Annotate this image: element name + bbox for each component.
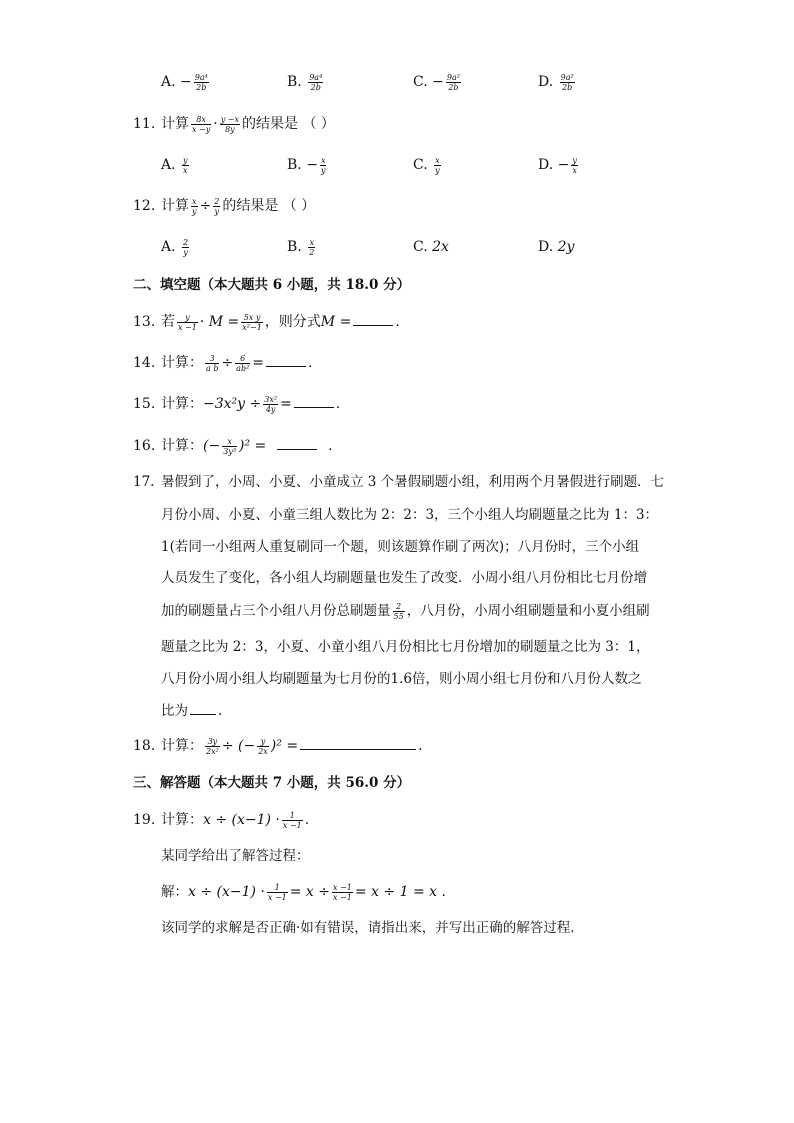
denominator: 8y <box>225 124 235 134</box>
option-value: 2x <box>432 239 449 255</box>
q12-option-d <box>538 236 574 258</box>
question-text <box>161 113 335 135</box>
fraction-1 <box>205 737 220 756</box>
equals-sign: = <box>280 396 292 412</box>
numerator: 3 <box>205 354 219 364</box>
option-sign: − <box>306 157 318 173</box>
option-fraction <box>308 73 323 92</box>
numerator: 9a² <box>446 72 460 82</box>
denominator: x −1 <box>333 892 352 902</box>
stem-prefix: 计算 <box>161 116 189 132</box>
option-fraction <box>571 156 578 175</box>
math-expression: (− <box>203 438 221 454</box>
numerator: 2 <box>393 602 405 612</box>
q17-line-7: 八月份小周小组人均刷题量为七月份的1.6倍，则小周小组七月份和八月份人数之 <box>161 671 642 687</box>
question-text <box>161 735 423 757</box>
fraction-2-55 <box>393 602 405 621</box>
fraction-1 <box>267 883 288 902</box>
q17-line-8 <box>161 700 222 722</box>
q10-options-row <box>0 71 794 93</box>
fraction-2 <box>235 354 250 373</box>
end-mark: . <box>304 812 310 828</box>
denominator: ab² <box>236 363 250 373</box>
question-number: 18. <box>133 738 156 754</box>
option-sign: − <box>432 74 444 90</box>
q13 <box>0 311 794 333</box>
option-label: C. <box>413 157 428 173</box>
denominator: y <box>183 247 188 257</box>
q10-option-c <box>413 71 463 93</box>
fraction-1 <box>222 437 237 456</box>
denominator: x −1 <box>178 322 197 332</box>
option-sign: − <box>180 74 192 90</box>
answer-blank <box>294 397 334 408</box>
stem-prefix: 计算： <box>161 738 203 754</box>
numerator: 1 <box>267 883 288 893</box>
math-expression: x ÷ (x−1) · <box>188 884 265 900</box>
denominator: 2x <box>258 746 268 756</box>
option-fraction <box>434 156 441 175</box>
answer-blank <box>190 704 216 715</box>
option-label: D. <box>538 157 554 173</box>
option-label: B. <box>287 239 302 255</box>
option-fraction <box>308 238 315 257</box>
math-expression: · M = <box>199 314 240 330</box>
denominator: x²−1 <box>242 322 262 332</box>
q14 <box>0 352 794 374</box>
q12-stem <box>0 195 794 217</box>
answer-blank <box>277 439 317 450</box>
option-label: A. <box>161 239 176 255</box>
paragraph-text: 比为 <box>161 703 188 719</box>
numerator: 3x² <box>264 394 278 404</box>
numerator: 9a⁴ <box>309 72 323 82</box>
denominator: y <box>320 165 326 175</box>
denominator: a b <box>206 363 219 373</box>
stem-prefix: 计算 <box>161 198 189 214</box>
fraction-2 <box>332 883 353 902</box>
math-expression: )² = <box>239 438 267 454</box>
denominator: 4y <box>265 404 276 414</box>
denominator: y <box>214 206 220 216</box>
q11-option-a <box>161 154 191 176</box>
fraction-1 <box>263 395 278 414</box>
numerator: 1 <box>282 811 303 821</box>
fraction-2 <box>213 197 220 216</box>
question-number: 15. <box>133 396 156 412</box>
fraction-1 <box>177 313 198 332</box>
math-expression: = x ÷ 1 = x . <box>354 884 446 900</box>
q11-option-b <box>287 154 328 176</box>
fraction-1 <box>191 197 198 216</box>
paragraph-text: 加的刷题量占三个小组八月份总刷题量 <box>161 603 391 619</box>
q10-option-b <box>287 71 325 93</box>
option-fraction <box>182 238 189 257</box>
option-label: A. <box>161 157 176 173</box>
numerator: 6 <box>235 354 250 364</box>
question-text <box>161 435 333 457</box>
operator: ÷ <box>221 355 234 371</box>
denominator: x <box>572 165 577 175</box>
denominator: 2b <box>196 82 207 92</box>
section-heading-fill-in: 二、填空题（本大题共 6 小题，共 18.0 分） <box>133 277 411 293</box>
numerator: x −1 <box>333 882 352 892</box>
q17-line-6: 题量之比为 2：3，小夏、小童小组八月份相比七月份增加的刷题量之比为 3：1， <box>161 639 650 655</box>
numerator: 3y <box>205 737 220 747</box>
q19-stem <box>0 809 794 831</box>
operator: · <box>213 116 218 132</box>
stem-suffix: 的结果是 （ ） <box>242 116 335 132</box>
operator: ÷ <box>199 198 212 214</box>
fraction-1 <box>205 354 219 373</box>
math-expression: ÷ (− <box>221 738 256 754</box>
numerator: 9a⁴ <box>194 72 208 82</box>
stem-prefix: 计算： <box>161 438 203 454</box>
denominator: 2x² <box>206 746 219 756</box>
stem-prefix: 若 <box>161 314 175 330</box>
numerator: 8x <box>191 115 211 125</box>
stem-prefix: 计算： <box>161 355 203 371</box>
q18 <box>0 735 794 757</box>
option-fraction <box>446 73 461 92</box>
question-text <box>161 393 340 415</box>
option-value: 2y <box>557 239 575 255</box>
question-text <box>161 352 312 374</box>
math-expression: )² = <box>270 738 299 754</box>
numerator: y <box>177 313 198 323</box>
option-label: D. <box>538 74 554 90</box>
denominator: 2 <box>309 247 315 257</box>
end-mark: . <box>328 438 333 454</box>
section-heading-solve: 三、解答题（本大题共 7 小题，共 56.0 分） <box>133 775 411 791</box>
denominator: x −1 <box>282 820 302 830</box>
denominator: 55 <box>393 612 404 621</box>
q12-options-row <box>0 236 794 258</box>
equals-sign: = <box>252 355 265 371</box>
question-number: 17. <box>133 474 155 490</box>
question-number: 13. <box>133 314 156 330</box>
q12-option-b <box>287 236 317 258</box>
stem-prefix: 计算： <box>161 396 203 412</box>
denominator: x <box>183 165 188 175</box>
option-fraction <box>320 156 327 175</box>
numerator: 5x y <box>241 313 263 323</box>
q11-option-d <box>538 154 580 176</box>
numerator: x <box>192 196 197 206</box>
question-number: 16. <box>133 438 156 454</box>
numerator: 9a² <box>560 72 574 82</box>
fraction-2 <box>241 313 263 332</box>
q11-option-c <box>413 154 443 176</box>
denominator: 2b <box>448 82 459 92</box>
end-mark: . <box>395 314 400 330</box>
option-label: A. <box>161 74 176 90</box>
answer-blank <box>353 315 393 326</box>
denominator: 2b <box>562 82 573 92</box>
option-fraction <box>182 156 189 175</box>
fraction-1 <box>191 115 211 134</box>
numerator: 2 <box>183 237 189 247</box>
math-expression: x ÷ (x−1) · <box>203 812 280 828</box>
question-text <box>161 311 400 333</box>
q17-line-2: 月份小周、小夏、小童三组人数比为 2：2：3，三个小组人均刷题量之比为 1：3： <box>161 507 659 523</box>
q15 <box>0 393 794 415</box>
option-label: D. <box>538 239 554 255</box>
numerator: y −x <box>220 114 240 124</box>
numerator: x <box>320 155 326 165</box>
q17-line-1 <box>0 471 794 493</box>
math-expression: = x ÷ <box>289 884 331 900</box>
paragraph-text: ，八月份，小周小组刷题量和小夏小组刷 <box>406 603 650 619</box>
question-text <box>161 809 309 831</box>
numerator: 2 <box>214 196 220 206</box>
numerator: y <box>183 155 188 165</box>
q10-option-d <box>538 71 577 93</box>
denominator: x −1 <box>267 892 287 902</box>
q17-line-3: 1(若同一小组两人重复刷同一个题，则该题算作刷了两次)；八月份时，三个小组 <box>161 539 640 555</box>
option-sign: − <box>557 157 570 173</box>
numerator: x <box>309 237 314 247</box>
option-label: B. <box>287 157 302 173</box>
option-fraction <box>560 73 575 92</box>
q10-option-a <box>161 71 211 93</box>
q17-line-4: 人员发生了变化，各小组人均刷题量也发生了改变．小周小组八月份相比七月份增 <box>161 570 647 586</box>
option-label: C. <box>413 74 428 90</box>
stem-prefix: 计算： <box>161 812 203 828</box>
end-mark: . <box>335 396 341 412</box>
q12-option-c <box>413 236 449 258</box>
option-label: B. <box>287 74 302 90</box>
denominator: y <box>435 165 440 175</box>
denominator: 3y³ <box>223 446 237 456</box>
fraction-2 <box>220 115 240 134</box>
denominator: y <box>192 206 197 216</box>
q17-line-5 <box>161 600 650 622</box>
question-number: 19. <box>133 812 156 828</box>
q19-solution <box>161 881 446 903</box>
answer-blank <box>266 356 306 367</box>
stem-suffix: ，则分式 <box>264 314 321 330</box>
question-number: 11. <box>133 116 156 132</box>
numerator: x <box>435 155 440 165</box>
q19-question: 该同学的求解是否正确·如有错误，请指出来，并写出正确的解答过程． <box>161 920 584 936</box>
fraction-2 <box>257 737 269 756</box>
end-mark: . <box>308 355 313 371</box>
q11-stem <box>0 113 794 135</box>
numerator: y <box>257 737 269 747</box>
q19-intro: 某同学给出了解答过程： <box>161 848 310 864</box>
option-label: C. <box>413 239 428 255</box>
math-expression: M = <box>320 314 352 330</box>
end-mark: . <box>218 703 223 719</box>
math-expression: −3x²y ÷ <box>203 396 262 412</box>
stem-suffix: 的结果是 （ ） <box>222 198 316 214</box>
numerator: x <box>222 437 237 447</box>
question-number: 12. <box>133 198 156 214</box>
fraction-1 <box>282 811 303 830</box>
q11-options-row <box>0 154 794 176</box>
end-mark: . <box>418 738 423 754</box>
numerator: y <box>572 155 577 165</box>
denominator: x −y <box>192 124 211 134</box>
q16 <box>0 435 794 457</box>
question-text <box>161 195 315 217</box>
answer-blank <box>300 739 416 750</box>
paragraph-line: 暑假到了，小周、小夏、小童成立 3 个暑假刷题小组，利用两个月暑假进行刷题．七 <box>161 474 665 490</box>
question-number: 14. <box>133 355 156 371</box>
denominator: 2b <box>310 82 321 92</box>
option-fraction <box>194 73 209 92</box>
solution-prefix: 解： <box>161 884 188 900</box>
q12-option-a <box>161 236 191 258</box>
